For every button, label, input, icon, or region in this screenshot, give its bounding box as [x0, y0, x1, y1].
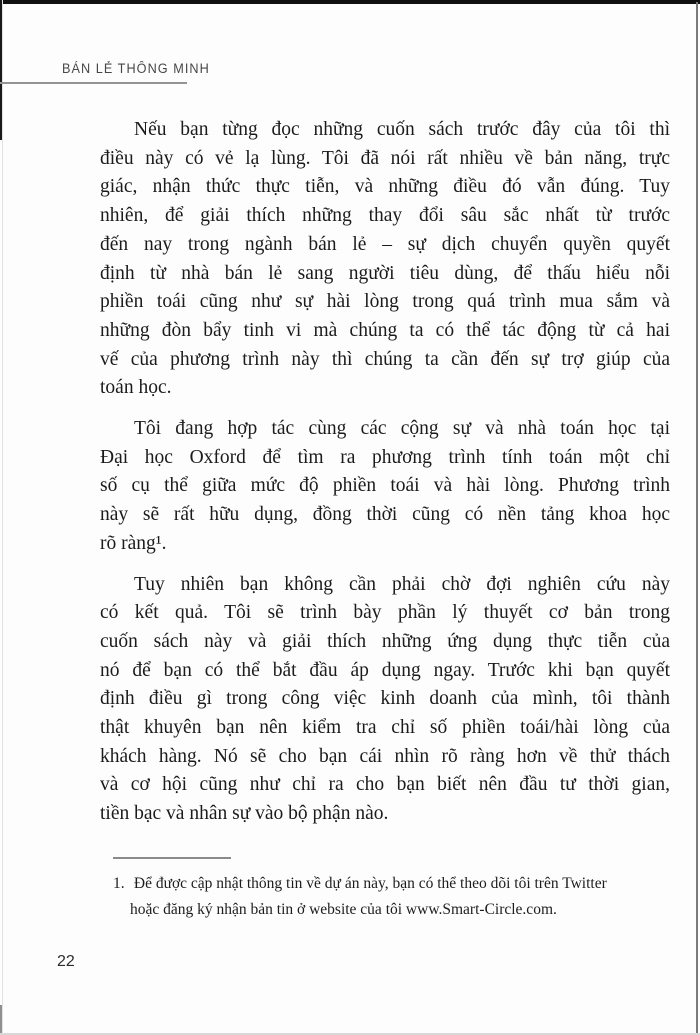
body-line: và cơ hội cũng như chỉ ra cho bạn biết nên đầu tư thời gian, — [100, 774, 670, 796]
body-line: điều này có vẻ lạ lùng. Tôi đã nói rất nhiều về bản năng, trực — [100, 147, 670, 169]
body-text — [100, 116, 670, 841]
footnote-line: 1. Để được cập nhật thông tin về dự án này, bạn có thể theo dõi tôi trên Twitter — [113, 871, 673, 897]
scan-right-edge — [696, 2, 698, 1035]
body-line: đến nay trong ngành bán lẻ – sự dịch chuyển quyền quyết — [100, 233, 670, 255]
scan-top-edge — [0, 0, 700, 4]
header-underline — [0, 82, 187, 84]
body-line: rõ ràng¹. — [100, 532, 167, 554]
paragraph — [100, 571, 670, 829]
body-line: số cụ thể giữa mức độ phiền toái và hài lòng. Phương trình — [100, 475, 670, 497]
footnote-divider — [113, 857, 231, 859]
body-line: cuốn sách này và giải thích những ứng dụng thực tiễn của — [100, 630, 670, 652]
body-line: Tuy nhiên bạn không cần phải chờ đợi nghiên cứu này — [134, 573, 670, 595]
paragraph — [100, 116, 670, 403]
scan-left-edge-bottom — [0, 1005, 2, 1035]
footnote-line: hoặc đăng ký nhận bản tin ở website của tôi www.Smart-Circle.com. — [130, 901, 557, 918]
scan-left-edge-faint — [2, 0, 3, 1035]
body-line: Đại học Oxford để tìm ra phương trình tính toán một chỉ — [100, 446, 670, 468]
paragraph — [100, 415, 670, 559]
body-line: vế của phương trình này thì chúng ta cần đến sự trợ giúp của — [100, 348, 670, 370]
body-line: có kết quả. Tôi sẽ trình bày phần lý thuyết cơ bản trong — [100, 602, 670, 624]
body-line: phiền toái cũng như sự hài lòng trong quá trình mua sắm và — [100, 291, 670, 313]
body-line: thật khuyên bạn nên kiểm tra chỉ số phiền toái/hài lòng của — [100, 717, 670, 739]
running-header: BÁN LẺ THÔNG MINH — [62, 61, 210, 76]
body-line: Tôi đang hợp tác cùng các cộng sự và nhà toán học tại — [134, 418, 670, 440]
body-line: nhiên, để giải thích những thay đổi sâu sắc nhất từ trước — [100, 205, 670, 227]
body-line: nó để bạn có thể bắt đầu áp dụng ngay. Trước khi bạn quyết — [100, 659, 670, 681]
body-line: định từ nhà bán lẻ sang người tiêu dùng, để thấu hiểu nỗi — [100, 262, 670, 284]
footnote-text — [113, 871, 673, 923]
body-line: giác, nhận thức thực tiễn, và những điều đó vẫn đúng. Tuy — [100, 176, 670, 198]
body-line: này sẽ rất hữu dụng, đồng thời cũng có nền tảng khoa học — [100, 504, 670, 526]
body-line: tiền bạc và nhân sự vào bộ phận nào. — [100, 803, 389, 825]
body-line: định điều gì trong công việc kinh doanh của mình, tôi thành — [100, 688, 670, 710]
body-line: Nếu bạn từng đọc những cuốn sách trước đây của tôi thì — [134, 119, 670, 140]
body-line: khách hàng. Nó sẽ cho bạn cái nhìn rõ ràng hơn về thử thách — [100, 745, 670, 767]
body-line: toán học. — [100, 377, 172, 399]
page-number: 22 — [57, 953, 75, 970]
body-line: những đòn bẩy tinh vi mà chúng ta có thể tác động từ cả hai — [100, 319, 670, 341]
footnote-marker: 1. — [113, 875, 125, 892]
